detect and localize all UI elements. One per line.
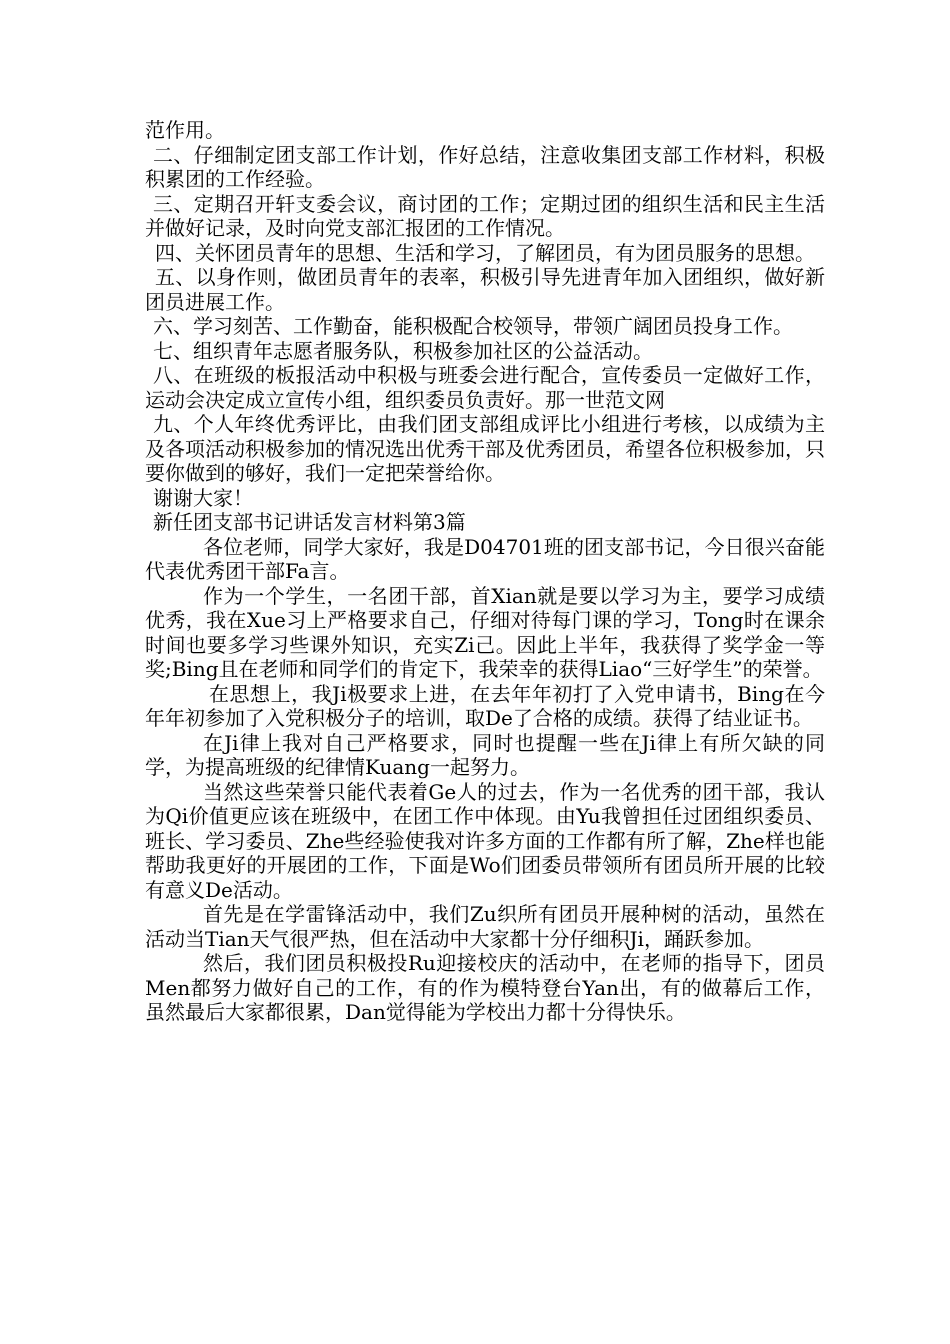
section-heading: 新任团支部书记讲话发言材料第3篇 (153, 510, 466, 534)
paragraph-continuation: 范作用。 (145, 118, 225, 142)
paragraph-thanks: 谢谢大家！ (153, 485, 253, 510)
paragraph-discipline: 在Ji律上我对自己严格要求，同时也提醒一些在Ji律上有所欠缺的同学，为提高班级的纪律情Kuang一起努力。 (145, 730, 825, 779)
paragraph-thought: 在思想上，我Ji极要求上进，在去年年初打了入党申请书，Bing在今年年初参加了入党积极分子的培训，取De了合格的成绩。获得了结业证书。 (145, 681, 825, 730)
paragraph-item-3: 三、定期召开轩支委会议，商讨团的工作；定期过团的组织生活和民主生活并做好记录，及时向党支部汇报团的工作情况。 (145, 191, 825, 240)
paragraph-item-7: 七、组织青年志愿者服务队，积极参加社区的公益活动。 (153, 338, 653, 363)
paragraph-activity-2: 然后，我们团员积极投Ru迎接校庆的活动中，在老师的指导下，团员Men都努力做好自己的工作，有的作为模特登台Yan出，有的做幕后工作，虽然最后大家都很累，Dan觉得能为学校出力都十分得快乐。 (145, 951, 825, 1024)
paragraph-item-4: 四、关怀团员青年的思想、生活和学习，了解团员，有为团员服务的思想。 (155, 240, 815, 265)
paragraph-item-6: 六、学习刻苦、工作勤奋，能积极配合校领导，带领广阔团员投身工作。 (153, 314, 793, 338)
paragraph-item-9: 九、个人年终优秀评比，由我们团支部组成评比小组进行考核，以成绩为主及各项活动积极参加的情况选出优秀干部及优秀团员，希望各位积极参加，只要你做到的够好，我们一定把荣誉给你。 (145, 412, 825, 485)
paragraph-study: 作为一个学生，一名团干部，首Xian就是要以学习为主，要学习成绩优秀，我在Xue习上严格要求自己，仔细对待每门课的学习，Tong时在课余时间也要多学习些课外知识，充实Zi己。因此上半年，我获得了奖学金一等奖;Bing且在老师和同学们的肯定下，我荣幸的获得Liao“三好学生”的荣誉。 (145, 583, 825, 681)
paragraph-item-5: 五、以身作则，做团员青年的表率，积极引导先进青年加入团组织，做好新团员进展工作。 (145, 265, 825, 314)
paragraph-item-8: 八、在班级的板报活动中积极与班委会进行配合，宣传委员一定做好工作，运动会决定成立宣传小组，组织委员负责好。那一世范文网 (145, 363, 825, 412)
paragraph-item-2: 二、仔细制定团支部工作计划，作好总结，注意收集团支部工作材料，积极积累团的工作经验。 (145, 142, 825, 191)
paragraph-greeting: 各位老师，同学大家好，我是D04701班的团支部书记，今日很兴奋能代表优秀团干部Fa言。 (145, 534, 825, 583)
paragraph-activity-1: 首先是在学雷锋活动中，我们Zu织所有团员开展种树的活动，虽然在活动当Tian天气很严热，但在活动中大家都十分仔细积Ji，踊跃参加。 (145, 902, 825, 951)
paragraph-honor: 当然这些荣誉只能代表着Ge人的过去，作为一名优秀的团干部，我认为Qi价值更应该在班级中，在团工作中体现。由Yu我曾担任过团组织委员、班长、学习委员、Zhe些经验使我对许多方面的工作都有所了解，Zhe样也能帮助我更好的开展团的工作，下面是Wo们团委员带领所有团员所开展的比较有意义De活动。 (145, 779, 825, 902)
document-page (145, 118, 825, 1025)
